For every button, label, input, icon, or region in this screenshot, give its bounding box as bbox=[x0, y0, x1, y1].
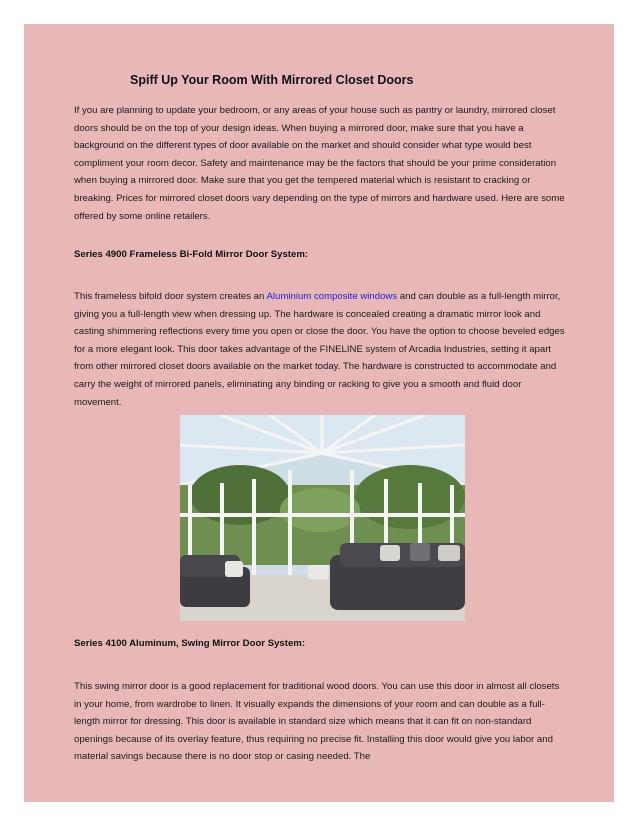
section1-text-start: This frameless bifold door system creates an bbox=[74, 291, 267, 302]
section1-text-end: and can double as a full-length mirror, giving you a full-length view when dressing up. The hardware is concealed creating a dramatic mirror look and casting shimmering reflections every time you open or close the door. You have the option to choose beveled edges for a more elegant look. This door takes advantage of the FINELINE system of Arcadia Industries, setting it apart from other mirrored closet doors available on the market today. The hardware is constructed to accommodate and carry the weight of mirrored panels, eliminating any binding or racking to give you a smooth and fluid door movement. bbox=[74, 291, 565, 408]
aluminium-composite-windows-link[interactable]: Aluminium composite windows bbox=[266, 291, 398, 302]
section1-paragraph bbox=[74, 288, 566, 411]
document-page bbox=[24, 24, 614, 802]
section1-heading: Series 4900 Frameless Bi-Fold Mirror Door System: bbox=[74, 249, 309, 260]
section2-paragraph: This swing mirror door is a good replacement for traditional wood doors. You can use this door in almost all closets in your home, from wardrobe to linen. It visually expands the dimensions of your room and can double as a full-length mirror for dressing. This door is available in standard size which means that it can fit on non-standard openings because of its overlay feature, thus requiring no precise fit. Installing this door would give you labor and material savings because there is no door stop or casing needed. The bbox=[74, 681, 560, 763]
conservatory-photo bbox=[180, 415, 465, 621]
document-title: Spiff Up Your Room With Mirrored Closet Doors bbox=[130, 73, 414, 87]
section2-heading: Series 4100 Aluminum, Swing Mirror Door System: bbox=[74, 638, 306, 649]
intro-paragraph: If you are planning to update your bedroom, or any areas of your house such as pantry or laundry, mirrored closet doors should be on the top of your design ideas. When buying a mirrored door, make sure that you have a background on the different types of door available on the market and should consider what type would best compliment your room decor. Safety and maintenance may be the factors that should be your prime consideration when buying a mirrored door. Make sure that you get the tempered material which is resistant to cracking or breaking. Prices for mirrored closet doors vary depending on the type of mirrors and hardware used. Here are some offered by some online retailers. bbox=[74, 105, 565, 222]
